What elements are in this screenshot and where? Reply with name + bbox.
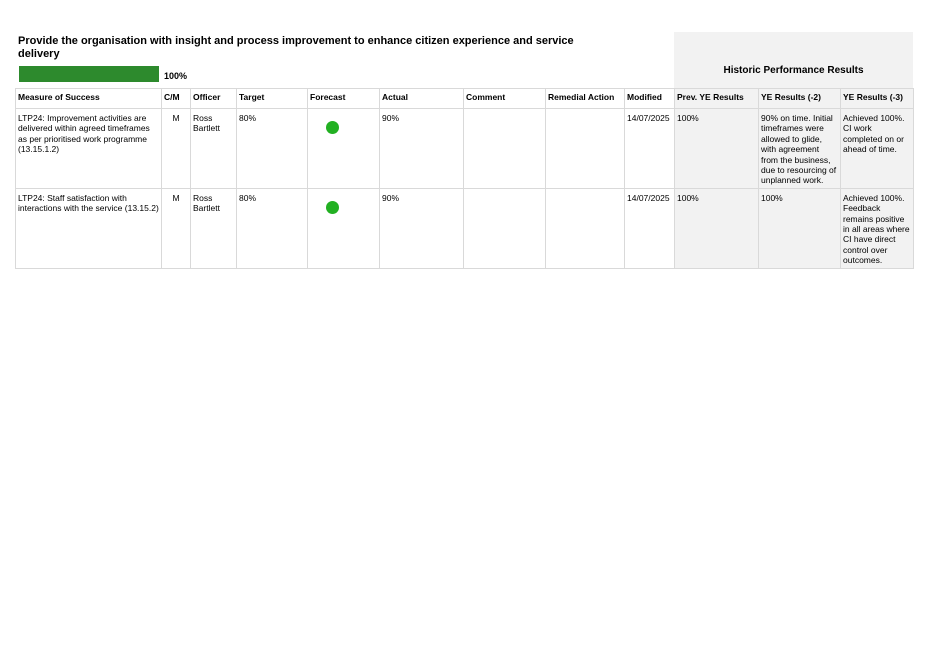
cell-ye-minus-2: 90% on time. Initial timeframes were allowed to glide, with agreement from the business, due to resourcing of unplanned work. <box>759 109 841 189</box>
green-status-dot-icon <box>326 201 339 214</box>
cell-remedial-action <box>546 188 625 268</box>
header-ye-minus-2: YE Results (-2) <box>759 89 841 109</box>
cell-forecast <box>308 188 380 268</box>
header-remedial-action: Remedial Action <box>546 89 625 109</box>
cell-comment <box>464 109 546 189</box>
cell-modified: 14/07/2025 <box>625 188 675 268</box>
header-actual: Actual <box>380 89 464 109</box>
green-status-dot-icon <box>326 121 339 134</box>
cell-officer: Ross Bartlett <box>191 109 237 189</box>
measures-table <box>15 88 914 269</box>
cell-comment <box>464 188 546 268</box>
cell-prev-ye: 100% <box>675 109 759 189</box>
cell-cm: M <box>162 188 191 268</box>
cell-actual: 90% <box>380 188 464 268</box>
table-row <box>16 188 914 268</box>
header-ye-minus-3: YE Results (-3) <box>841 89 914 109</box>
header-measure: Measure of Success <box>16 89 162 109</box>
cell-forecast <box>308 109 380 189</box>
header-officer: Officer <box>191 89 237 109</box>
table-header-row <box>16 89 914 109</box>
historic-results-title: Historic Performance Results <box>723 65 864 76</box>
cell-ye-minus-3: Achieved 100%. CI work completed on or ahead of time. <box>841 109 914 189</box>
cell-ye-minus-2: 100% <box>759 188 841 268</box>
header-prev-ye: Prev. YE Results <box>675 89 759 109</box>
objective-progress-fill <box>19 66 159 82</box>
header-comment: Comment <box>464 89 546 109</box>
cell-prev-ye: 100% <box>675 188 759 268</box>
header-target: Target <box>237 89 308 109</box>
cell-modified: 14/07/2025 <box>625 109 675 189</box>
cell-ye-minus-3: Achieved 100%. Feedback remains positive in all areas where CI have direct control over outcomes. <box>841 188 914 268</box>
header-modified: Modified <box>625 89 675 109</box>
objective-title: Provide the organisation with insight and process improvement to enhance citizen experience and service delivery <box>18 35 574 60</box>
cell-target: 80% <box>237 109 308 189</box>
cell-actual: 90% <box>380 109 464 189</box>
objective-progress-label: 100% <box>164 71 188 81</box>
cell-measure: LTP24: Staff satisfaction with interactions with the service (13.15.2) <box>16 188 162 268</box>
header-cm: C/M <box>162 89 191 109</box>
cell-target: 80% <box>237 188 308 268</box>
cell-measure: LTP24: Improvement activities are delivered within agreed timeframes as per prioritised work programme (13.15.1.2) <box>16 109 162 189</box>
cell-officer: Ross Bartlett <box>191 188 237 268</box>
historic-results-panel <box>674 32 913 88</box>
objective-progress-bar <box>19 66 159 82</box>
cell-cm: M <box>162 109 191 189</box>
table-row <box>16 109 914 189</box>
cell-remedial-action <box>546 109 625 189</box>
header-forecast: Forecast <box>308 89 380 109</box>
